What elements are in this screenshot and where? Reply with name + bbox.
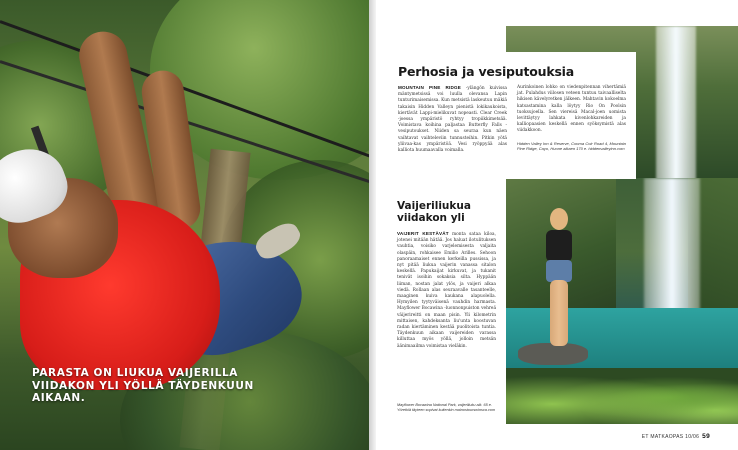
- article-text: Aurinkoinen lohko on viedenpitennan vihertämiä jat. Pulahdus viilosen veteen tuntuu taivaalliselta hikisen kävelyretken jälkeen. Mahtavin kokoelma katsastamina kalla löytyy Rio On Poolsin tuoksujoella. Sen viereisä Macal-joen uomista levittäytyy lahkata kivenlohkareiden ja kalliopaasien keskellä ennen syöksymistä alas viidakkoon.: [517, 85, 626, 134]
- article-columns: [398, 85, 626, 154]
- woman-standing: [542, 208, 576, 348]
- article-column-2: [517, 85, 626, 154]
- waterfall: [656, 26, 696, 178]
- section-text: monta sataa kiloa, jotenei mitään hätää. Jos haluat ilotulituksen vauhtia, voisiko varjelemisesta valjaita olaspäin, rohkaisee Emilio Arilles. Sehoon panoraamaiset ennen kerkeilla pussissa, ja nyt pitää liukua vaijerin vanassa sitalon keskellä. Papukaijat kirkuvat, ja tukanit tenivät isoihin sokaksia silta. Hyppään liiman, nostan jalat ylös, ja vaijeri alkaa viedä. Rollaan alas seuraavalle tasanteelle, maaginen kuiva kaukana alapuolella. Hymyilen tyytyväisenä vauhdin harmasta. Mayflower Bocawina -luonnonpuiston vehreä väijerireitti on maan pisin. Yli kilometrin mittaisen, kahdeksanta liu'unta koostuvan radan kiertäminen kestää puolitoista tuntia. Täydenkuun aikaan vaijereiden varassa killuttaa myös yöllä, jolloin metsän äänimaailma voimistaa vieläkin.: [397, 232, 496, 349]
- ferns: [506, 368, 738, 424]
- page-folio: [642, 433, 710, 440]
- article-lead: MOUNTAIN PINE RIDGE: [398, 85, 462, 90]
- folio-text: ET MATKAOPAS 10/06: [641, 434, 700, 440]
- page-number: 59: [702, 433, 710, 440]
- article-text: -ylängön kuivissa mäntymetsissä voi luulla olevansa Lapin tunturimaisemissa. Kun metsistä laskeutuu mäkiä takaisin Hidden Valleyn pienistä lokikaukoista, kiertävät Lappi-mielikuvat nopeasti. Clear Creek -joessa ympäristö ryhtyy tropiikkimetsää. Voimistava koihina paljastaa Butterfly Falls -vesiputoukset. Niiden sa seuraa kun näen vaihtavat vaihteleviin tunnusteihin. Pitkin yötä yliivaa-kas ympäristöä. Vesi ryöppyää alas kalliota huumaavalla voimalla.: [398, 86, 507, 154]
- woman-shorts: [546, 260, 572, 282]
- article-credit: Hidden Valley Inn & Reserve, Cooma Coir Road 4, Mountain Pine Ridge, Cayo, Huone alkaen 170 e. hiddenvalleyinn.com: [517, 140, 626, 151]
- section-credit: Mayflower Bocawina National Park, vaijeriliuku alk. 65 e. Yöretkiä täyteen sopivat kuitenkin mainostourswinsca.com: [397, 403, 496, 412]
- woman-legs: [550, 280, 568, 346]
- article-title: Perhosia ja vesiputouksia: [398, 64, 575, 79]
- woman-head: [550, 208, 568, 230]
- section-title-zipline: Vaijeriliukua viidakon yli: [397, 200, 471, 224]
- page-gutter: [369, 0, 376, 450]
- woman-top: [546, 230, 572, 262]
- article-box-butterflies: [390, 52, 636, 179]
- section-lead: VAIJERIT KESTÄVÄT: [397, 231, 449, 236]
- section-body-zipline: [397, 231, 496, 350]
- waterfall: [644, 178, 700, 313]
- article-column-1: [398, 85, 507, 154]
- photo-caption: PARASTA ON LIUKUA VAIJERILLA VIIDAKON YLI YÖLLÄ TÄYDENKUUN AIKAAN.: [32, 367, 254, 404]
- waterfall-photo-bottom: [506, 178, 738, 424]
